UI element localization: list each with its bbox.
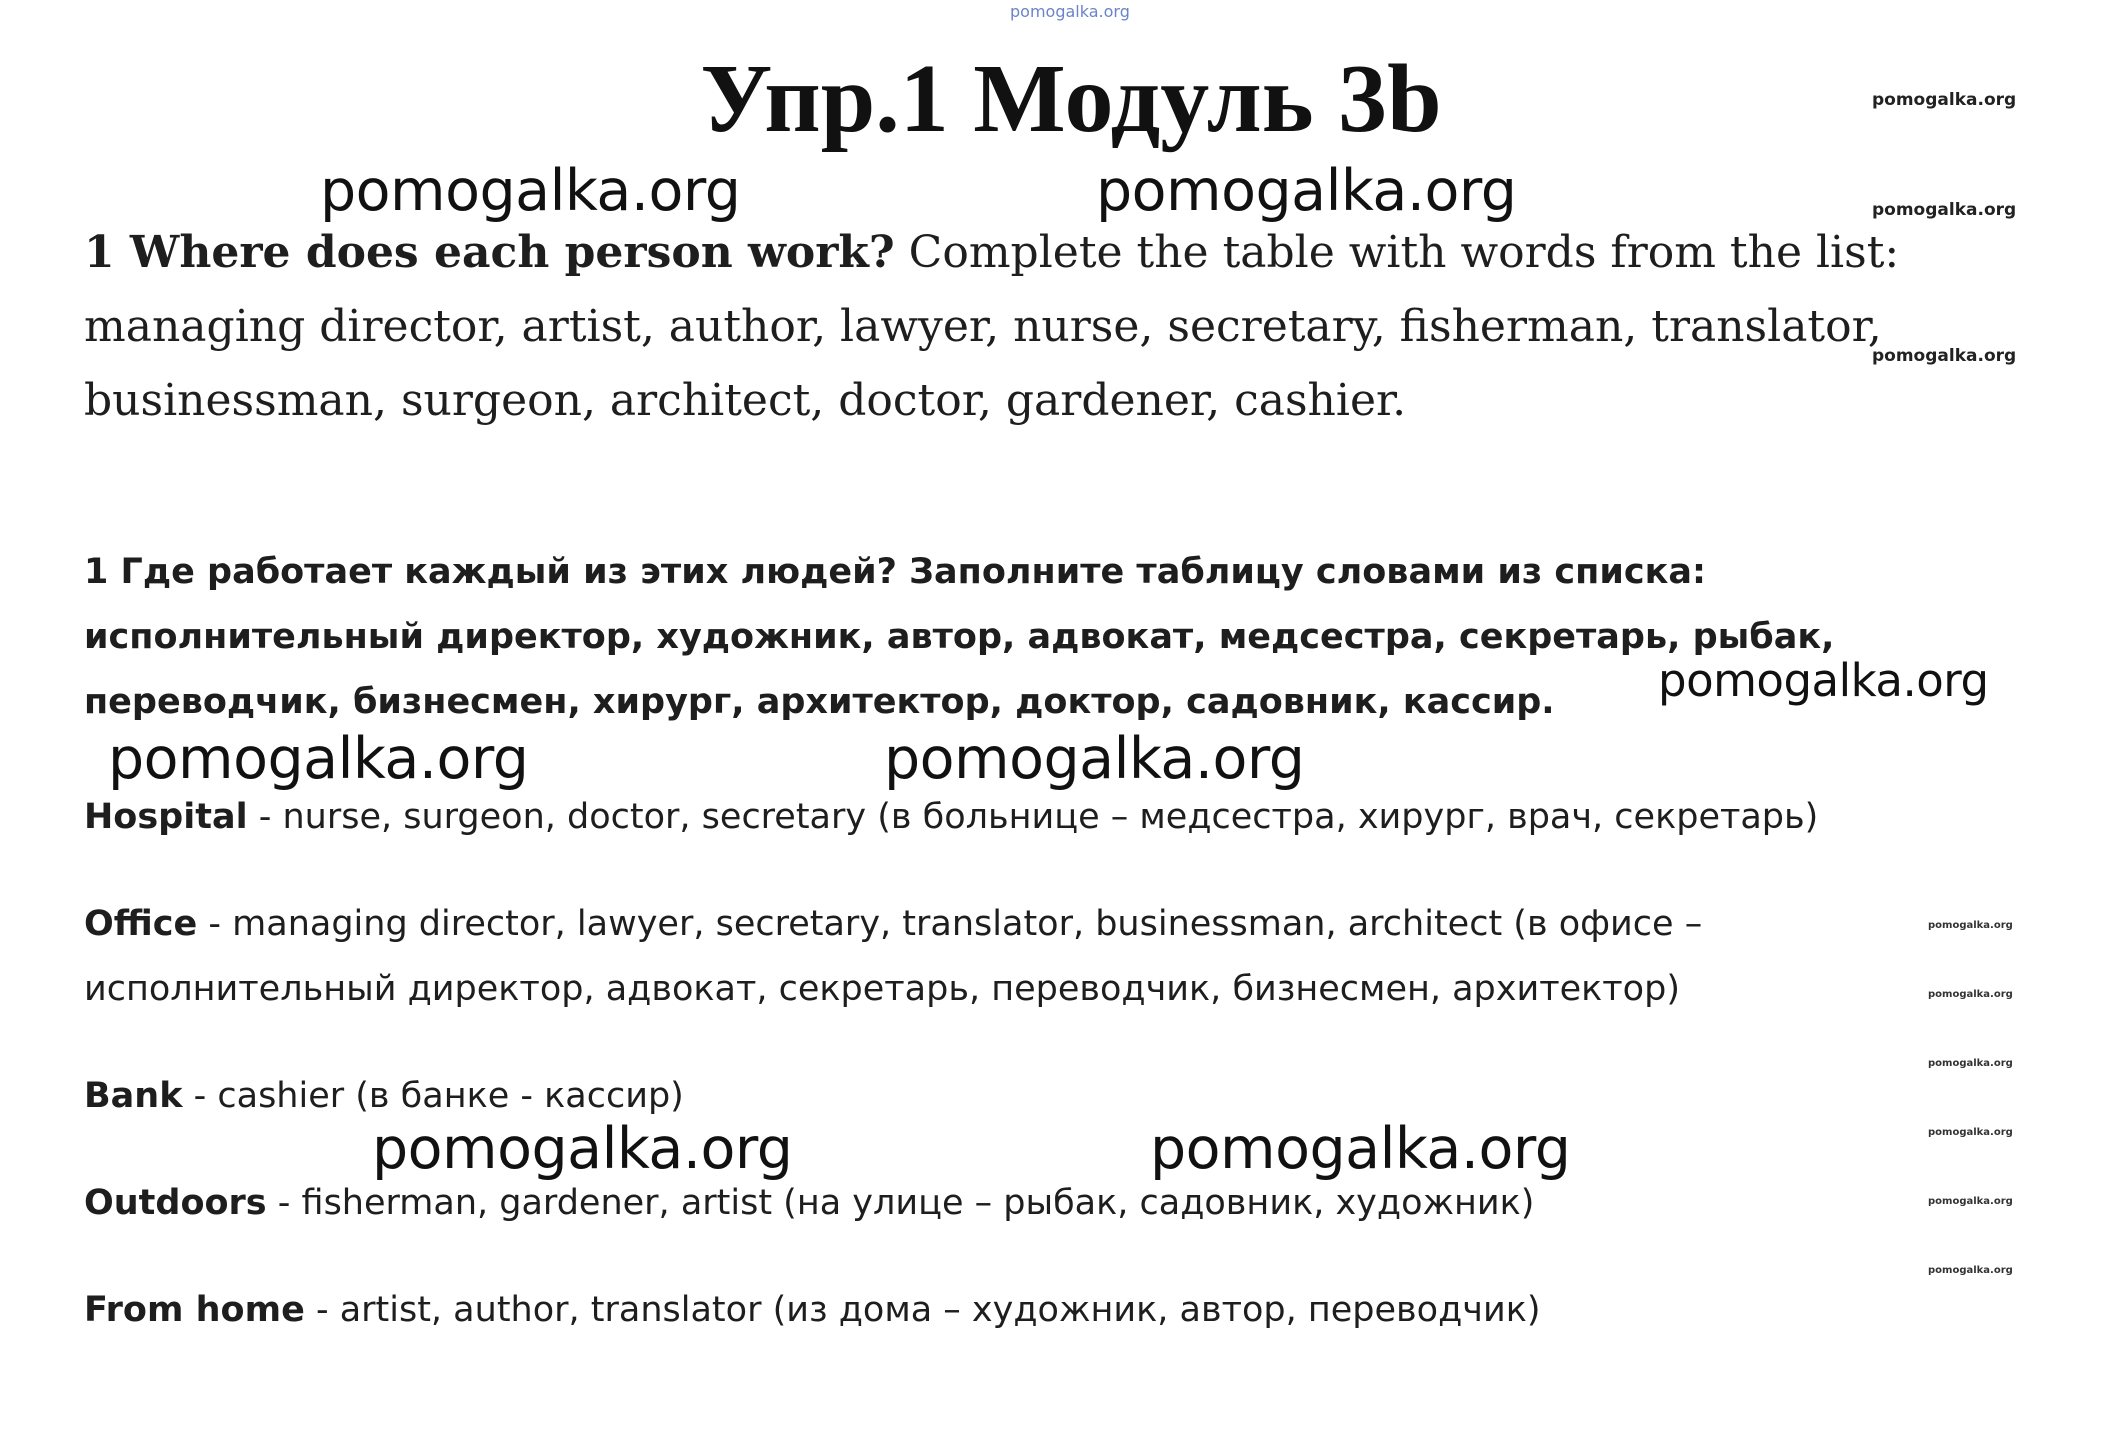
watermark-large: pomogalka.org — [320, 158, 741, 224]
task-russian: 1 Где работает каждый из этих людей? Заполните таблицу словами из списка: исполнительный директор, художник, автор, адвокат, медсестра, секретарь, рыбак, переводчик, бизнесмен, хирург, архитектор, доктор, садовник, кассир. — [84, 552, 1835, 722]
task-english-lead: 1 Where does each person work? — [84, 227, 895, 278]
watermark-large: pomogalka.org — [108, 726, 529, 792]
watermark-small: pomogalka.org — [1872, 90, 2017, 110]
answer-category: Office — [84, 904, 198, 944]
answer-hospital — [84, 785, 1944, 850]
watermark-tiny: pomogalka.org — [1928, 1265, 2013, 1276]
task-english-text: Complete the table with words from the list: managing director, artist, author, lawyer, nurse, secretary, fisherman, translator, businessman, surgeon, architect, doctor, gardener, cashier. — [84, 227, 1900, 426]
answer-outdoors — [84, 1171, 1944, 1236]
watermark-large: pomogalka.org — [884, 726, 1305, 792]
task-english — [84, 216, 1984, 438]
watermark-tiny: pomogalka.org — [1928, 1127, 2013, 1138]
watermark-tiny: pomogalka.org — [1928, 1196, 2013, 1207]
answer-category: Bank — [84, 1076, 183, 1116]
watermark-tiny: pomogalka.org — [1928, 920, 2013, 931]
page-title: Упр.1 Модуль 3b — [700, 45, 1442, 153]
watermark-large: pomogalka.org — [372, 1116, 793, 1182]
answer-text: - fisherman, gardener, artist (на улице – рыбак, садовник, художник) — [266, 1183, 1535, 1223]
watermark-tiny: pomogalka.org — [1928, 989, 2013, 1000]
watermark-large: pomogalka.org — [1658, 654, 1989, 707]
answer-category: Outdoors — [84, 1183, 267, 1223]
watermark-large: pomogalka.org — [1096, 158, 1517, 224]
answer-from-home — [84, 1278, 1944, 1343]
watermark-small: pomogalka.org — [1872, 346, 2017, 366]
answer-category: Hospital — [84, 797, 248, 837]
watermark-tiny: pomogalka.org — [1928, 1058, 2013, 1069]
answer-category: From home — [84, 1290, 305, 1330]
answer-text: - cashier (в банке - кассир) — [182, 1076, 684, 1116]
watermark-small: pomogalka.org — [1872, 200, 2017, 220]
answer-text: - artist, author, translator (из дома – художник, автор, переводчик) — [304, 1290, 1541, 1330]
answer-text: - managing director, lawyer, secretary, translator, businessman, architect (в офисе – исполнительный директор, адвокат, секретарь, переводчик, бизнесмен, архитектор) — [84, 904, 1703, 1009]
top-link[interactable]: pomogalka.org — [1010, 2, 1130, 21]
answer-office — [84, 892, 1844, 1022]
watermark-large: pomogalka.org — [1150, 1116, 1571, 1182]
answer-bank — [84, 1064, 1944, 1129]
answer-text: - nurse, surgeon, doctor, secretary (в больнице – медсестра, хирург, врач, секретарь) — [247, 797, 1819, 837]
